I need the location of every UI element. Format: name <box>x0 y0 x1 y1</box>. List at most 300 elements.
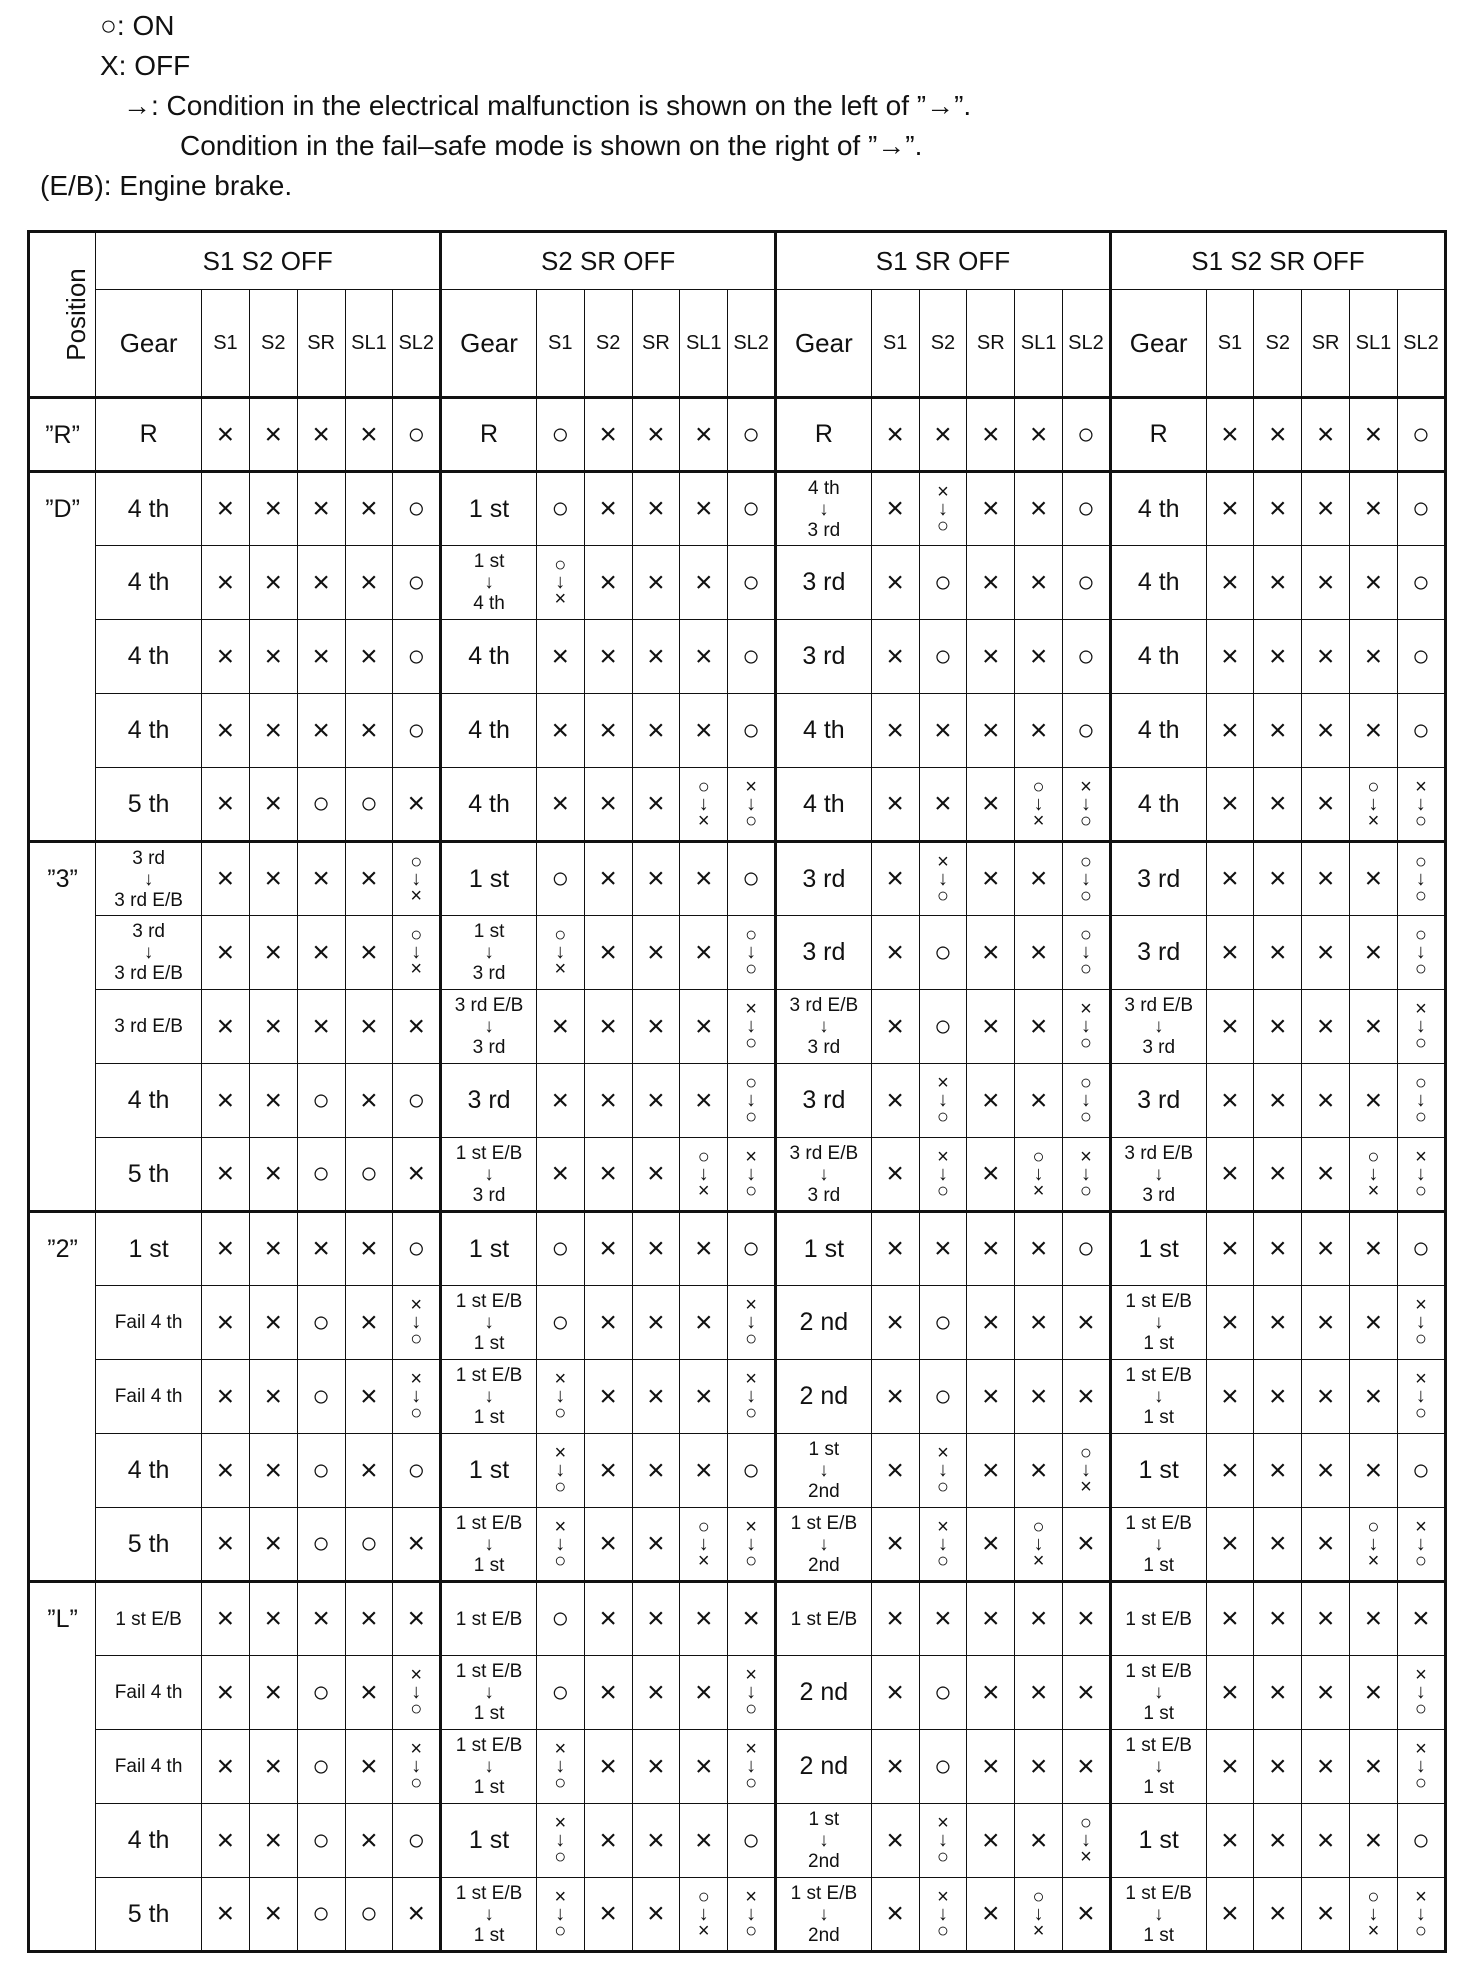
state-cell: × <box>345 1064 393 1138</box>
gear-cell: 1 st ↓ 2nd <box>776 1434 872 1508</box>
state-cell: × <box>1254 1656 1302 1730</box>
state-cell: × <box>297 842 345 916</box>
state-cell: × <box>1206 1730 1254 1804</box>
state-cell: × <box>345 1360 393 1434</box>
state-cell: × <box>345 472 393 546</box>
gear-cell: 5 th <box>96 1878 202 1952</box>
state-cell: × <box>1350 546 1398 620</box>
gear-cell: 1 st E/B ↓ 1 st <box>441 1286 537 1360</box>
gear-cell: 3 rd ↓ 3 rd E/B <box>96 842 202 916</box>
solenoid-header-sr: SR <box>1302 290 1350 398</box>
state-cell: × <box>297 472 345 546</box>
solenoid-header-s1: S1 <box>871 290 919 398</box>
state-cell: × <box>1015 1582 1063 1656</box>
table-row <box>29 546 1446 620</box>
state-cell: ○ <box>345 1508 393 1582</box>
state-cell: × <box>680 1212 728 1286</box>
state-cell: ○ <box>297 1656 345 1730</box>
gear-cell: 4 th <box>776 694 872 768</box>
state-cell: × ↓ ○ <box>919 1508 967 1582</box>
state-cell: × <box>967 1286 1015 1360</box>
gear-cell: 5 th <box>96 768 202 842</box>
state-cell: × <box>202 1360 250 1434</box>
state-cell: × <box>345 1212 393 1286</box>
gear-cell: 1 st E/B <box>1110 1582 1206 1656</box>
state-cell: × <box>967 1434 1015 1508</box>
state-cell: × <box>680 694 728 768</box>
state-cell: × <box>1063 1360 1111 1434</box>
state-cell: × <box>1063 1582 1111 1656</box>
state-cell: × <box>967 842 1015 916</box>
table-row <box>29 990 1446 1064</box>
gear-cell: 4 th <box>96 1434 202 1508</box>
state-cell: × <box>1302 842 1350 916</box>
state-cell: × <box>1254 694 1302 768</box>
state-cell: ○ <box>728 1434 776 1508</box>
solenoid-header-sl1: SL1 <box>1015 290 1063 398</box>
gear-cell: 1 st E/B ↓ 1 st <box>1110 1508 1206 1582</box>
state-cell: × <box>1302 768 1350 842</box>
state-cell: × <box>249 1434 297 1508</box>
state-cell: ○ ↓ × <box>1063 1804 1111 1878</box>
state-cell: ○ ↓ ○ <box>728 1064 776 1138</box>
state-cell: × ↓ ○ <box>919 1878 967 1952</box>
state-cell: × ↓ ○ <box>536 1730 584 1804</box>
state-cell: × <box>202 1434 250 1508</box>
state-cell: ○ <box>728 546 776 620</box>
state-cell: × <box>967 620 1015 694</box>
state-cell: × <box>1206 472 1254 546</box>
state-cell: × <box>1302 1804 1350 1878</box>
gear-cell: R <box>96 398 202 472</box>
gear-cell: 1 st E/B ↓ 2nd <box>776 1508 872 1582</box>
state-cell: × <box>632 1434 680 1508</box>
state-cell: ○ <box>297 1804 345 1878</box>
state-cell: × <box>584 1656 632 1730</box>
state-cell: × <box>632 842 680 916</box>
gear-cell: 1 st <box>441 1434 537 1508</box>
gear-cell: 4 th <box>96 546 202 620</box>
state-cell: × <box>345 546 393 620</box>
state-cell: × <box>584 1434 632 1508</box>
state-cell: × <box>1206 1878 1254 1952</box>
state-cell: × <box>297 620 345 694</box>
state-cell: × <box>202 1286 250 1360</box>
state-cell: × <box>1015 990 1063 1064</box>
state-cell: × <box>584 1064 632 1138</box>
state-cell: × <box>967 1138 1015 1212</box>
table-row <box>29 916 1446 990</box>
state-cell: × <box>1254 990 1302 1064</box>
gear-cell: 4 th <box>1110 546 1206 620</box>
group-header: S2 SR OFF <box>441 232 776 290</box>
state-cell: × <box>1254 398 1302 472</box>
gear-cell: R <box>1110 398 1206 472</box>
state-cell: × ↓ ○ <box>728 1730 776 1804</box>
state-cell: × <box>632 916 680 990</box>
state-cell: × <box>1206 1212 1254 1286</box>
state-cell: × <box>1206 620 1254 694</box>
state-cell: × <box>680 1064 728 1138</box>
table-row <box>29 1656 1446 1730</box>
state-cell: × <box>1206 1138 1254 1212</box>
group-header: S1 S2 SR OFF <box>1110 232 1445 290</box>
state-cell: ○ ↓ ○ <box>1063 842 1111 916</box>
state-cell: × ↓ ○ <box>1397 1878 1445 1952</box>
state-cell: × <box>202 620 250 694</box>
state-cell: × ↓ ○ <box>393 1656 441 1730</box>
gear-header: Gear <box>96 290 202 398</box>
gear-cell: 1 st E/B <box>96 1582 202 1656</box>
state-cell: ○ <box>728 398 776 472</box>
state-cell: ○ <box>393 472 441 546</box>
gear-cell: 4 th <box>96 1804 202 1878</box>
state-cell: × ↓ ○ <box>1397 1286 1445 1360</box>
state-cell: × <box>871 1360 919 1434</box>
state-cell: × <box>249 546 297 620</box>
table-row <box>29 768 1446 842</box>
state-cell: × <box>967 472 1015 546</box>
state-cell: × <box>728 1582 776 1656</box>
state-cell: ○ ↓ × <box>1015 768 1063 842</box>
state-cell: × <box>632 398 680 472</box>
state-cell: ○ <box>297 1878 345 1952</box>
gear-cell: 1 st <box>1110 1434 1206 1508</box>
state-cell: × <box>202 1212 250 1286</box>
gear-cell: 1 st <box>441 472 537 546</box>
state-cell: × <box>345 990 393 1064</box>
state-cell: × <box>871 990 919 1064</box>
state-cell: × <box>202 1508 250 1582</box>
state-cell: × <box>871 546 919 620</box>
gear-cell: 4 th <box>1110 472 1206 546</box>
state-cell: × <box>680 472 728 546</box>
state-cell: × <box>202 694 250 768</box>
state-cell: ○ <box>393 1212 441 1286</box>
state-cell: × <box>297 990 345 1064</box>
state-cell: × <box>393 1508 441 1582</box>
state-cell: × <box>249 398 297 472</box>
state-cell: × <box>632 1212 680 1286</box>
state-cell: × <box>1063 1508 1111 1582</box>
state-cell: × <box>1302 1212 1350 1286</box>
state-cell: × <box>1350 916 1398 990</box>
state-cell: × <box>584 472 632 546</box>
state-cell: × <box>393 1138 441 1212</box>
gear-cell: 1 st E/B ↓ 1 st <box>1110 1286 1206 1360</box>
state-cell: × <box>967 1212 1015 1286</box>
gear-cell: 4 th <box>96 620 202 694</box>
state-cell: × <box>680 842 728 916</box>
state-cell: × <box>249 694 297 768</box>
state-cell: × <box>584 398 632 472</box>
state-cell: ○ <box>393 546 441 620</box>
solenoid-header-s2: S2 <box>1254 290 1302 398</box>
state-cell: × <box>680 916 728 990</box>
gear-cell: 3 rd E/B ↓ 3 rd <box>1110 1138 1206 1212</box>
solenoid-header-sr: SR <box>632 290 680 398</box>
state-cell: × <box>680 990 728 1064</box>
state-cell: × <box>202 1064 250 1138</box>
gear-cell: 1 st E/B ↓ 1 st <box>1110 1878 1206 1952</box>
state-cell: ○ ↓ × <box>1350 1878 1398 1952</box>
state-cell: × <box>202 398 250 472</box>
state-cell: × <box>297 694 345 768</box>
gear-cell: R <box>776 398 872 472</box>
state-cell: ○ <box>536 472 584 546</box>
gear-cell: 3 rd E/B ↓ 3 rd <box>1110 990 1206 1064</box>
state-cell: × <box>1302 1434 1350 1508</box>
state-cell: × <box>345 842 393 916</box>
state-cell: ○ <box>919 1286 967 1360</box>
solenoid-header-s2: S2 <box>919 290 967 398</box>
state-cell: × <box>1254 1138 1302 1212</box>
state-cell: × <box>393 990 441 1064</box>
state-cell: × <box>297 546 345 620</box>
state-cell: × ↓ ○ <box>1397 768 1445 842</box>
state-cell: ○ <box>1397 472 1445 546</box>
gear-cell: 1 st E/B ↓ 1 st <box>441 1878 537 1952</box>
state-cell: × <box>1206 768 1254 842</box>
state-cell: × <box>1063 1286 1111 1360</box>
solenoid-header-sl1: SL1 <box>680 290 728 398</box>
state-cell: × ↓ ○ <box>536 1878 584 1952</box>
state-cell: × <box>871 1064 919 1138</box>
state-cell: ○ ↓ × <box>680 1138 728 1212</box>
state-cell: ○ <box>1397 398 1445 472</box>
state-cell: × <box>967 546 1015 620</box>
state-cell: × ↓ ○ <box>536 1804 584 1878</box>
state-cell: ○ ↓ ○ <box>1397 916 1445 990</box>
gear-cell: 3 rd ↓ 3 rd E/B <box>96 916 202 990</box>
state-cell: ○ <box>1397 694 1445 768</box>
state-cell: × <box>1254 1878 1302 1952</box>
state-cell: ○ <box>393 398 441 472</box>
solenoid-table <box>27 230 1447 1953</box>
position-cell: ”3” <box>29 842 96 1212</box>
state-cell: × <box>1397 1582 1445 1656</box>
state-cell: ○ <box>297 1508 345 1582</box>
state-cell: × <box>1350 1064 1398 1138</box>
state-cell: ○ <box>1063 546 1111 620</box>
state-cell: ○ <box>919 1656 967 1730</box>
state-cell: × <box>967 1730 1015 1804</box>
gear-cell: 1 st <box>1110 1804 1206 1878</box>
state-cell: × <box>249 472 297 546</box>
state-cell: ○ <box>393 1064 441 1138</box>
gear-cell: 3 rd <box>776 916 872 990</box>
state-cell: × <box>680 1360 728 1434</box>
position-header: Position <box>29 232 96 398</box>
gear-header: Gear <box>441 290 537 398</box>
group-header: S1 SR OFF <box>776 232 1111 290</box>
state-cell: ○ <box>536 1582 584 1656</box>
gear-cell: 2 nd <box>776 1360 872 1434</box>
gear-header: Gear <box>1110 290 1206 398</box>
state-cell: × <box>632 694 680 768</box>
state-cell: × <box>1254 916 1302 990</box>
state-cell: × <box>871 842 919 916</box>
gear-cell: 2 nd <box>776 1286 872 1360</box>
state-cell: ○ ↓ × <box>680 1878 728 1952</box>
state-cell: × <box>967 1064 1015 1138</box>
state-cell: ○ <box>297 1138 345 1212</box>
table-row <box>29 1286 1446 1360</box>
state-cell: ○ ↓ × <box>1063 1434 1111 1508</box>
legend <box>40 6 971 206</box>
table-row <box>29 398 1446 472</box>
state-cell: ○ ↓ × <box>1350 768 1398 842</box>
state-cell: ○ ↓ × <box>680 1508 728 1582</box>
state-cell: × <box>1302 620 1350 694</box>
state-cell: × ↓ ○ <box>919 472 967 546</box>
state-cell: × <box>871 1508 919 1582</box>
table-row <box>29 1138 1446 1212</box>
state-cell: × <box>1206 916 1254 990</box>
state-cell: × <box>584 1286 632 1360</box>
state-cell: × <box>1254 1582 1302 1656</box>
state-cell: × <box>1350 694 1398 768</box>
state-cell: ○ <box>1397 620 1445 694</box>
state-cell: × ↓ ○ <box>728 1878 776 1952</box>
state-cell: × <box>249 990 297 1064</box>
state-cell: × <box>345 1286 393 1360</box>
gear-cell: 1 st E/B ↓ 1 st <box>1110 1360 1206 1434</box>
state-cell: × <box>1015 1434 1063 1508</box>
state-cell: × <box>967 1878 1015 1952</box>
state-cell: × ↓ ○ <box>919 1434 967 1508</box>
state-cell: ○ <box>919 620 967 694</box>
state-cell: × <box>249 1064 297 1138</box>
gear-cell: Fail 4 th <box>96 1286 202 1360</box>
gear-cell: 3 rd E/B ↓ 3 rd <box>776 1138 872 1212</box>
state-cell: × <box>1350 1360 1398 1434</box>
table-row <box>29 472 1446 546</box>
gear-cell: 1 st E/B ↓ 3 rd <box>441 1138 537 1212</box>
state-cell: × <box>1350 1582 1398 1656</box>
state-cell: ○ <box>345 1138 393 1212</box>
state-cell: × <box>1015 472 1063 546</box>
table-row <box>29 1804 1446 1878</box>
gear-cell: 1 st E/B ↓ 1 st <box>1110 1656 1206 1730</box>
state-cell: × <box>871 1434 919 1508</box>
state-cell: × <box>871 398 919 472</box>
state-cell: × <box>584 990 632 1064</box>
state-cell: × ↓ ○ <box>393 1730 441 1804</box>
state-cell: ○ ↓ × <box>536 546 584 620</box>
state-cell: × ↓ ○ <box>919 842 967 916</box>
state-cell: × <box>967 1582 1015 1656</box>
state-cell: × <box>584 1212 632 1286</box>
state-cell: ○ <box>919 916 967 990</box>
state-cell: ○ <box>728 1212 776 1286</box>
state-cell: ○ <box>297 1286 345 1360</box>
state-cell: ○ <box>1063 1212 1111 1286</box>
state-cell: × <box>1254 1508 1302 1582</box>
state-cell: ○ <box>393 1434 441 1508</box>
state-cell: × <box>345 1434 393 1508</box>
gear-cell: 5 th <box>96 1508 202 1582</box>
state-cell: × <box>1254 472 1302 546</box>
state-cell: ○ <box>1397 1804 1445 1878</box>
state-cell: × <box>1350 1804 1398 1878</box>
state-cell: ○ <box>536 1286 584 1360</box>
state-cell: × <box>249 1286 297 1360</box>
gear-cell: 1 st E/B ↓ 1 st <box>441 1360 537 1434</box>
gear-cell: 3 rd E/B ↓ 3 rd <box>776 990 872 1064</box>
state-cell: × <box>967 398 1015 472</box>
state-cell: × ↓ ○ <box>536 1434 584 1508</box>
gear-cell: 4 th <box>96 472 202 546</box>
gear-cell: Fail 4 th <box>96 1730 202 1804</box>
gear-cell: 2 nd <box>776 1730 872 1804</box>
state-cell: × <box>584 1360 632 1434</box>
state-cell: × <box>967 1360 1015 1434</box>
state-cell: ○ <box>393 694 441 768</box>
state-cell: ○ ↓ ○ <box>1063 1064 1111 1138</box>
state-cell: × ↓ ○ <box>728 1138 776 1212</box>
state-cell: × <box>249 1508 297 1582</box>
state-cell: ○ <box>1063 472 1111 546</box>
state-cell: × <box>1015 1212 1063 1286</box>
gear-cell: 1 st E/B ↓ 1 st <box>1110 1730 1206 1804</box>
solenoid-header-sl1: SL1 <box>1350 290 1398 398</box>
state-cell: × <box>1350 398 1398 472</box>
state-cell: ○ ↓ × <box>1350 1508 1398 1582</box>
state-cell: × ↓ ○ <box>1397 1360 1445 1434</box>
state-cell: × <box>871 1730 919 1804</box>
state-cell: × <box>536 768 584 842</box>
state-cell: × <box>1302 1582 1350 1656</box>
state-cell: × <box>1206 694 1254 768</box>
state-cell: × ↓ ○ <box>728 1286 776 1360</box>
gear-cell: 4 th ↓ 3 rd <box>776 472 872 546</box>
gear-cell: 3 rd <box>776 546 872 620</box>
gear-cell: 1 st <box>441 842 537 916</box>
gear-cell: 1 st E/B ↓ 1 st <box>441 1730 537 1804</box>
state-cell: × <box>871 768 919 842</box>
state-cell: × <box>1063 1730 1111 1804</box>
gear-cell: 1 st <box>1110 1212 1206 1286</box>
state-cell: × <box>1206 1064 1254 1138</box>
state-cell: ○ <box>536 398 584 472</box>
state-cell: × <box>202 472 250 546</box>
gear-cell: Fail 4 th <box>96 1360 202 1434</box>
gear-cell: 3 rd <box>441 1064 537 1138</box>
state-cell: × ↓ ○ <box>1063 1138 1111 1212</box>
gear-cell: 1 st ↓ 2nd <box>776 1804 872 1878</box>
state-cell: ○ <box>536 1656 584 1730</box>
state-cell: × <box>680 620 728 694</box>
state-cell: × <box>680 1286 728 1360</box>
state-cell: × ↓ ○ <box>728 1656 776 1730</box>
gear-cell: 3 rd E/B ↓ 3 rd <box>441 990 537 1064</box>
state-cell: × <box>632 620 680 694</box>
state-cell: × ↓ ○ <box>1063 990 1111 1064</box>
state-cell: × <box>1015 1730 1063 1804</box>
state-cell: ○ <box>345 1878 393 1952</box>
state-cell: ○ <box>919 1360 967 1434</box>
table-row <box>29 1212 1446 1286</box>
state-cell: ○ <box>1063 620 1111 694</box>
state-cell: × <box>345 1656 393 1730</box>
gear-cell: 1 st <box>96 1212 202 1286</box>
gear-cell: 1 st <box>776 1212 872 1286</box>
state-cell: ○ ↓ ○ <box>1397 842 1445 916</box>
table-row <box>29 620 1446 694</box>
state-cell: × <box>202 1138 250 1212</box>
state-cell: × <box>1206 1434 1254 1508</box>
